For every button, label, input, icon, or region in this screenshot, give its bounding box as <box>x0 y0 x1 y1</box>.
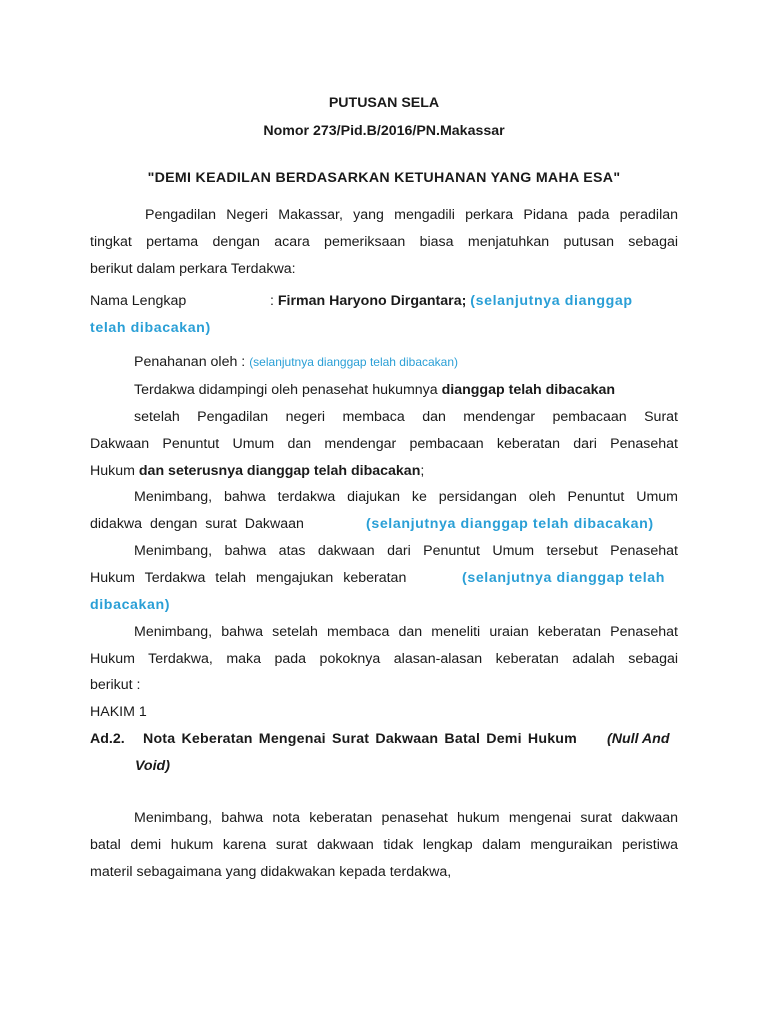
didampingi-text: Terdakwa didampingi oleh penasehat hukumnya <box>134 382 442 398</box>
menimbang-2-line-2-text: Hukum Terdakwa telah mengajukan keberatan <box>90 570 407 586</box>
nama-lengkap-colon: : <box>270 293 278 309</box>
hakim-label: HAKIM 1 <box>90 704 147 720</box>
didampingi-row <box>134 382 722 398</box>
setelah-line-3-pre: Hukum <box>90 463 139 479</box>
paragraph-1-line-1: Pengadilan Negeri Makassar, yang mengadili perkara Pidana pada peradilan <box>145 207 678 223</box>
setelah-line-1: setelah Pengadilan negeri membaca dan mendengar pembacaan Surat <box>134 409 678 425</box>
menimbang-1-note: (selanjutnya dianggap telah dibacakan) <box>366 516 654 532</box>
menimbang-3-line-1: Menimbang, bahwa setelah membaca dan meneliti uraian keberatan Penasehat <box>134 624 678 640</box>
menimbang-1-line-2 <box>90 516 678 532</box>
ad2-title: Nota Keberatan Mengenai Surat Dakwaan Batal Demi Hukum <box>143 731 577 747</box>
ad2-heading-line-2 <box>135 758 723 774</box>
didampingi-bold: dianggap telah dibacakan <box>441 382 616 398</box>
penahanan-label: Penahanan oleh : <box>134 354 250 370</box>
ad2-heading <box>90 731 678 747</box>
setelah-line-2: Dakwaan Penuntut Umum dan mendengar pembacaan keberatan dari Penasehat <box>90 436 678 452</box>
menimbang-4-line-1: Menimbang, bahwa nota keberatan penasehat hukum mengenai surat dakwaan <box>134 810 678 826</box>
document-title: PUTUSAN SELA <box>328 95 440 111</box>
menimbang-1-line-1: Menimbang, bahwa terdakwa diajukan ke persidangan oleh Penuntut Umum <box>134 489 678 505</box>
paragraph-1-line-3: berikut dalam perkara Terdakwa: <box>90 261 296 277</box>
document-motto: "DEMI KEADILAN BERDASARKAN KETUHANAN YANG MAHA ESA" <box>147 170 621 186</box>
menimbang-2-line-2 <box>90 570 678 586</box>
menimbang-4-line-3: materil sebagaimana yang didakwakan kepada terdakwa, <box>90 864 452 880</box>
nama-lengkap-value: Firman Haryono Dirgantara; <box>277 293 467 309</box>
nama-lengkap-label: Nama Lengkap <box>90 293 187 309</box>
ad2-number: Ad.2. <box>90 731 125 747</box>
menimbang-3-line-2: Hukum Terdakwa, maka pada pokoknya alasan-alasan keberatan adalah sebagai <box>90 651 678 667</box>
menimbang-2-note-2: dibacakan) <box>90 597 171 613</box>
menimbang-2-line-1: Menimbang, bahwa atas dakwaan dari Penuntut Umum tersebut Penasehat <box>134 543 678 559</box>
setelah-line-3-post: ; <box>420 463 425 479</box>
setelah-line-3-bold: dan seterusnya dianggap telah dibacakan <box>138 463 421 479</box>
document-number: Nomor 273/Pid.B/2016/PN.Makassar <box>263 123 505 139</box>
menimbang-4-line-2: batal demi hukum karena surat dakwaan tidak lengkap dalam menguraikan peristiwa <box>90 837 678 853</box>
nama-lengkap-note-1: (selanjutnya dianggap <box>470 293 633 309</box>
menimbang-3-line-3: berikut : <box>90 677 141 693</box>
paragraph-1-line-2: tingkat pertama dengan acara pemeriksaan biasa menjatuhkan putusan sebagai <box>90 234 678 250</box>
penahanan-note: (selanjutnya dianggap telah dibacakan) <box>249 355 459 369</box>
nama-lengkap-note-2: telah dibacakan) <box>90 320 211 336</box>
ad2-italic-2: Void) <box>135 758 170 774</box>
nama-lengkap-row <box>90 293 633 309</box>
setelah-line-3 <box>90 463 678 479</box>
penahanan-row <box>134 354 722 370</box>
menimbang-2-note-1: (selanjutnya dianggap telah <box>462 570 666 586</box>
ad2-italic-1: (Null And <box>607 731 670 747</box>
menimbang-1-line-2-text: didakwa dengan surat Dakwaan <box>90 516 304 532</box>
